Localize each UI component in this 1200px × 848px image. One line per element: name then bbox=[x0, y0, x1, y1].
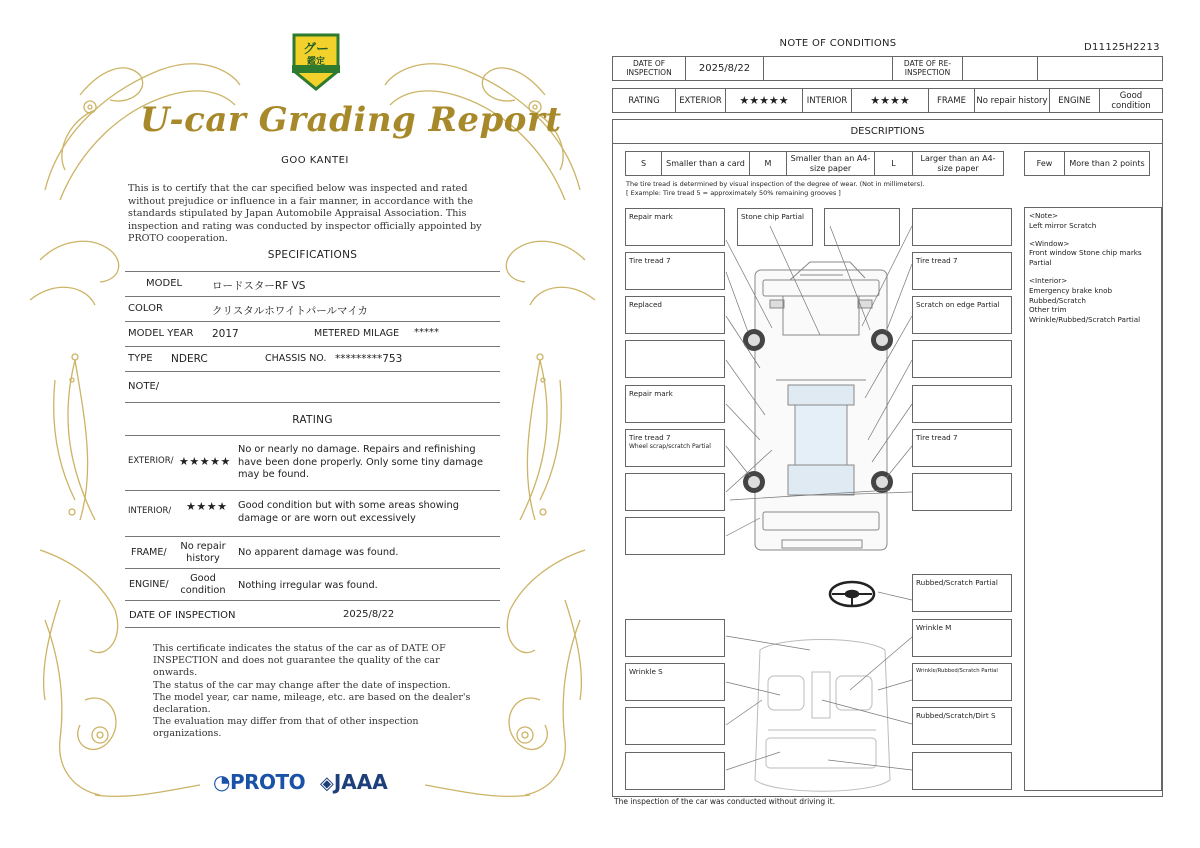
frame-value: No repair history bbox=[180, 541, 226, 564]
certification-text: This is to certify that the car specified below was inspected and rated without prejudice or influence in a fair manner, in accordance with the standards stipulated by Japan Automobile Appraisal Association. This inspection and rating was conducted by inspector officially appointed by PROTO cooperation. bbox=[128, 183, 482, 244]
remarks-note: Left mirror Scratch bbox=[1029, 220, 1097, 230]
tire-tread-note-line1: The tire tread is determined by visual inspection of the degree of wear. (Not in millimeters). bbox=[626, 180, 925, 188]
interior-box-i2: Wrinkle M bbox=[912, 619, 1012, 657]
condition-box-l6-line2: Wheel scrap/scratch Partial bbox=[629, 443, 711, 450]
model-year-label: MODEL YEAR bbox=[128, 328, 194, 339]
chassis-label: CHASSIS NO. bbox=[265, 353, 327, 364]
remarks-panel bbox=[1024, 207, 1162, 791]
remarks-interior-heading: <Interior> bbox=[1029, 275, 1068, 285]
legend-few: Few bbox=[1025, 152, 1065, 175]
model-year-value: 2017 bbox=[212, 328, 239, 340]
jaaa-logo-text: JAAA bbox=[333, 770, 388, 794]
rating-row-date bbox=[125, 601, 500, 628]
condition-box-l2: Tire tread 7 bbox=[625, 252, 725, 290]
model-value: ロードスターRF VS bbox=[212, 280, 306, 292]
interior-box-il2: Wrinkle S bbox=[625, 663, 725, 701]
exterior-description: No or nearly no damage. Repairs and refinishing have been done properly. Only some tiny damage may be found. bbox=[238, 444, 483, 480]
spec-row-type bbox=[125, 347, 500, 372]
condition-box-r2: Tire tread 7 bbox=[912, 252, 1012, 290]
remarks-note-heading: <Note> bbox=[1029, 211, 1059, 220]
rating-label: RATING bbox=[613, 89, 676, 112]
spec-row-model bbox=[125, 272, 500, 297]
rating-row-exterior bbox=[125, 436, 500, 491]
condition-box-l3: Replaced bbox=[625, 296, 725, 334]
interior-label-right: INTERIOR bbox=[803, 89, 852, 112]
exterior-label-right: EXTERIOR bbox=[676, 89, 726, 112]
condition-box-r7 bbox=[912, 473, 1012, 511]
legend-s-desc: Smaller than a card bbox=[662, 152, 750, 175]
condition-box-r6: Tire tread 7 bbox=[912, 429, 1012, 467]
note-of-conditions bbox=[600, 0, 1200, 848]
interior-stars: ★★★★ bbox=[186, 500, 228, 513]
interior-box-il1 bbox=[625, 619, 725, 657]
frame-label: FRAME/ bbox=[131, 547, 167, 558]
proto-logo-text: PROTO bbox=[229, 770, 306, 794]
type-value: NDERC bbox=[171, 353, 208, 365]
date-inspection-value: 2025/8/22 bbox=[686, 57, 764, 80]
date-reinspection-label: DATE OF RE-INSPECTION bbox=[893, 57, 963, 80]
condition-box-l8 bbox=[625, 517, 725, 555]
legend-m-desc: Smaller than an A4-size paper bbox=[787, 152, 875, 175]
condition-box-l4 bbox=[625, 340, 725, 378]
engine-value-right: Good condition bbox=[1111, 90, 1151, 111]
interior-box-il3 bbox=[625, 707, 725, 745]
noc-title: NOTE OF CONDITIONS bbox=[779, 38, 897, 49]
remarks-window: Front window Stone chip marks Partial bbox=[1029, 248, 1142, 268]
proto-logo-icon: ◔ bbox=[213, 770, 230, 794]
type-label: TYPE bbox=[128, 353, 153, 364]
tire-tread-note-line2: [ Example: Tire tread 5 = approximately 50% remaining grooves ] bbox=[626, 189, 841, 197]
rating-heading: RATING bbox=[292, 414, 333, 426]
condition-box-r1 bbox=[912, 208, 1012, 246]
descriptions-heading: DESCRIPTIONS bbox=[612, 119, 1163, 144]
interior-stars-right: ★★★★ bbox=[852, 89, 929, 112]
legend-l-desc: Larger than an A4-size paper bbox=[920, 153, 996, 173]
chassis-value: *********753 bbox=[335, 353, 403, 365]
color-label: COLOR bbox=[128, 303, 163, 314]
disclaimer-text: This certificate indicates the status of the car as of DATE OF INSPECTION and does not guarantee the quality of the car onwards. The status of the car may change after the date of inspection. The model year, car name, mileage, etc. are based on the dealer's declaration. The evaluation may differ from that of other inspection organizations. bbox=[153, 643, 471, 740]
spec-row-note bbox=[125, 372, 500, 403]
exterior-stars: ★★★★★ bbox=[179, 455, 231, 468]
report-title: U-car Grading Report bbox=[140, 100, 562, 140]
legend-few-desc: More than 2 points bbox=[1069, 158, 1145, 168]
footer-note: The inspection of the car was conducted without driving it. bbox=[614, 797, 835, 806]
condition-box-l6-line1: Tire tread 7 bbox=[629, 433, 671, 442]
svg-text:グー: グー bbox=[302, 42, 330, 57]
frame-label-right: FRAME bbox=[929, 89, 975, 112]
date-inspection-label: DATE OF INSPECTION bbox=[613, 57, 686, 80]
condition-box-t2 bbox=[824, 208, 900, 246]
interior-box-i5 bbox=[912, 752, 1012, 790]
engine-value: Good condition bbox=[180, 573, 226, 596]
svg-text:鑑定: 鑑定 bbox=[306, 57, 326, 67]
legend-m: M bbox=[750, 152, 787, 175]
report-subtitle: GOO KANTEI bbox=[281, 155, 349, 166]
note-label: NOTE/ bbox=[128, 381, 160, 392]
specifications-heading: SPECIFICATIONS bbox=[267, 249, 358, 261]
spec-divider bbox=[125, 265, 500, 272]
condition-box-l1: Repair mark bbox=[625, 208, 725, 246]
legend-s: S bbox=[626, 152, 662, 175]
rating-row-interior bbox=[125, 491, 500, 537]
frame-description: No apparent damage was found. bbox=[238, 547, 399, 558]
condition-box-l6 bbox=[625, 429, 725, 467]
frame-value-right: No repair history bbox=[975, 89, 1050, 112]
exterior-label: EXTERIOR/ bbox=[128, 456, 174, 466]
interior-box-i3: Wrinkle/Rubbed/Scratch Partial bbox=[912, 663, 1012, 701]
rating-row-engine bbox=[125, 569, 500, 601]
engine-label: ENGINE/ bbox=[129, 579, 169, 590]
color-value: クリスタルホワイトパールマイカ bbox=[212, 305, 369, 317]
condition-box-r3: Scratch on edge Partial bbox=[912, 296, 1012, 334]
condition-box-t1: Stone chip Partial bbox=[737, 208, 813, 246]
condition-box-l7 bbox=[625, 473, 725, 511]
mileage-value: ***** bbox=[414, 327, 439, 338]
condition-box-r5 bbox=[912, 385, 1012, 423]
interior-box-il4 bbox=[625, 752, 725, 790]
remarks-window-heading: <Window> bbox=[1029, 238, 1070, 248]
condition-box-l5: Repair mark bbox=[625, 385, 725, 423]
rating-divider bbox=[125, 428, 500, 436]
goo-kantei-badge-icon bbox=[288, 31, 344, 93]
legend-l: L bbox=[875, 152, 913, 175]
exterior-stars-right: ★★★★★ bbox=[726, 89, 803, 112]
steering-wheel-icon bbox=[830, 582, 874, 606]
condition-box-r4 bbox=[912, 340, 1012, 378]
proto-logo bbox=[213, 770, 305, 794]
engine-description: Nothing irregular was found. bbox=[238, 580, 378, 591]
remarks-interior: Emergency brake knob Rubbed/Scratch Other trim Wrinkle/Rubbed/Scratch Partial bbox=[1029, 285, 1141, 325]
jaaa-logo-icon: ◈ bbox=[320, 773, 334, 794]
rating-row-frame bbox=[125, 537, 500, 569]
spec-row-year bbox=[125, 322, 500, 347]
interior-description: Good condition but with some areas showing damage or are worn out excessively bbox=[238, 500, 459, 524]
spec-row-color bbox=[125, 297, 500, 322]
interior-box-i1: Rubbed/Scratch Partial bbox=[912, 574, 1012, 612]
interior-label: INTERIOR/ bbox=[128, 506, 172, 516]
jaaa-logo bbox=[320, 770, 388, 794]
mileage-label: METERED MILAGE bbox=[314, 328, 400, 339]
interior-box-i4: Rubbed/Scratch/Dirt S bbox=[912, 707, 1012, 745]
date-value: 2025/8/22 bbox=[343, 609, 395, 620]
engine-label-right: ENGINE bbox=[1050, 89, 1100, 112]
date-label: DATE OF INSPECTION bbox=[129, 610, 236, 621]
document-number: D11125H2213 bbox=[1084, 42, 1160, 53]
model-label: MODEL bbox=[146, 278, 183, 289]
